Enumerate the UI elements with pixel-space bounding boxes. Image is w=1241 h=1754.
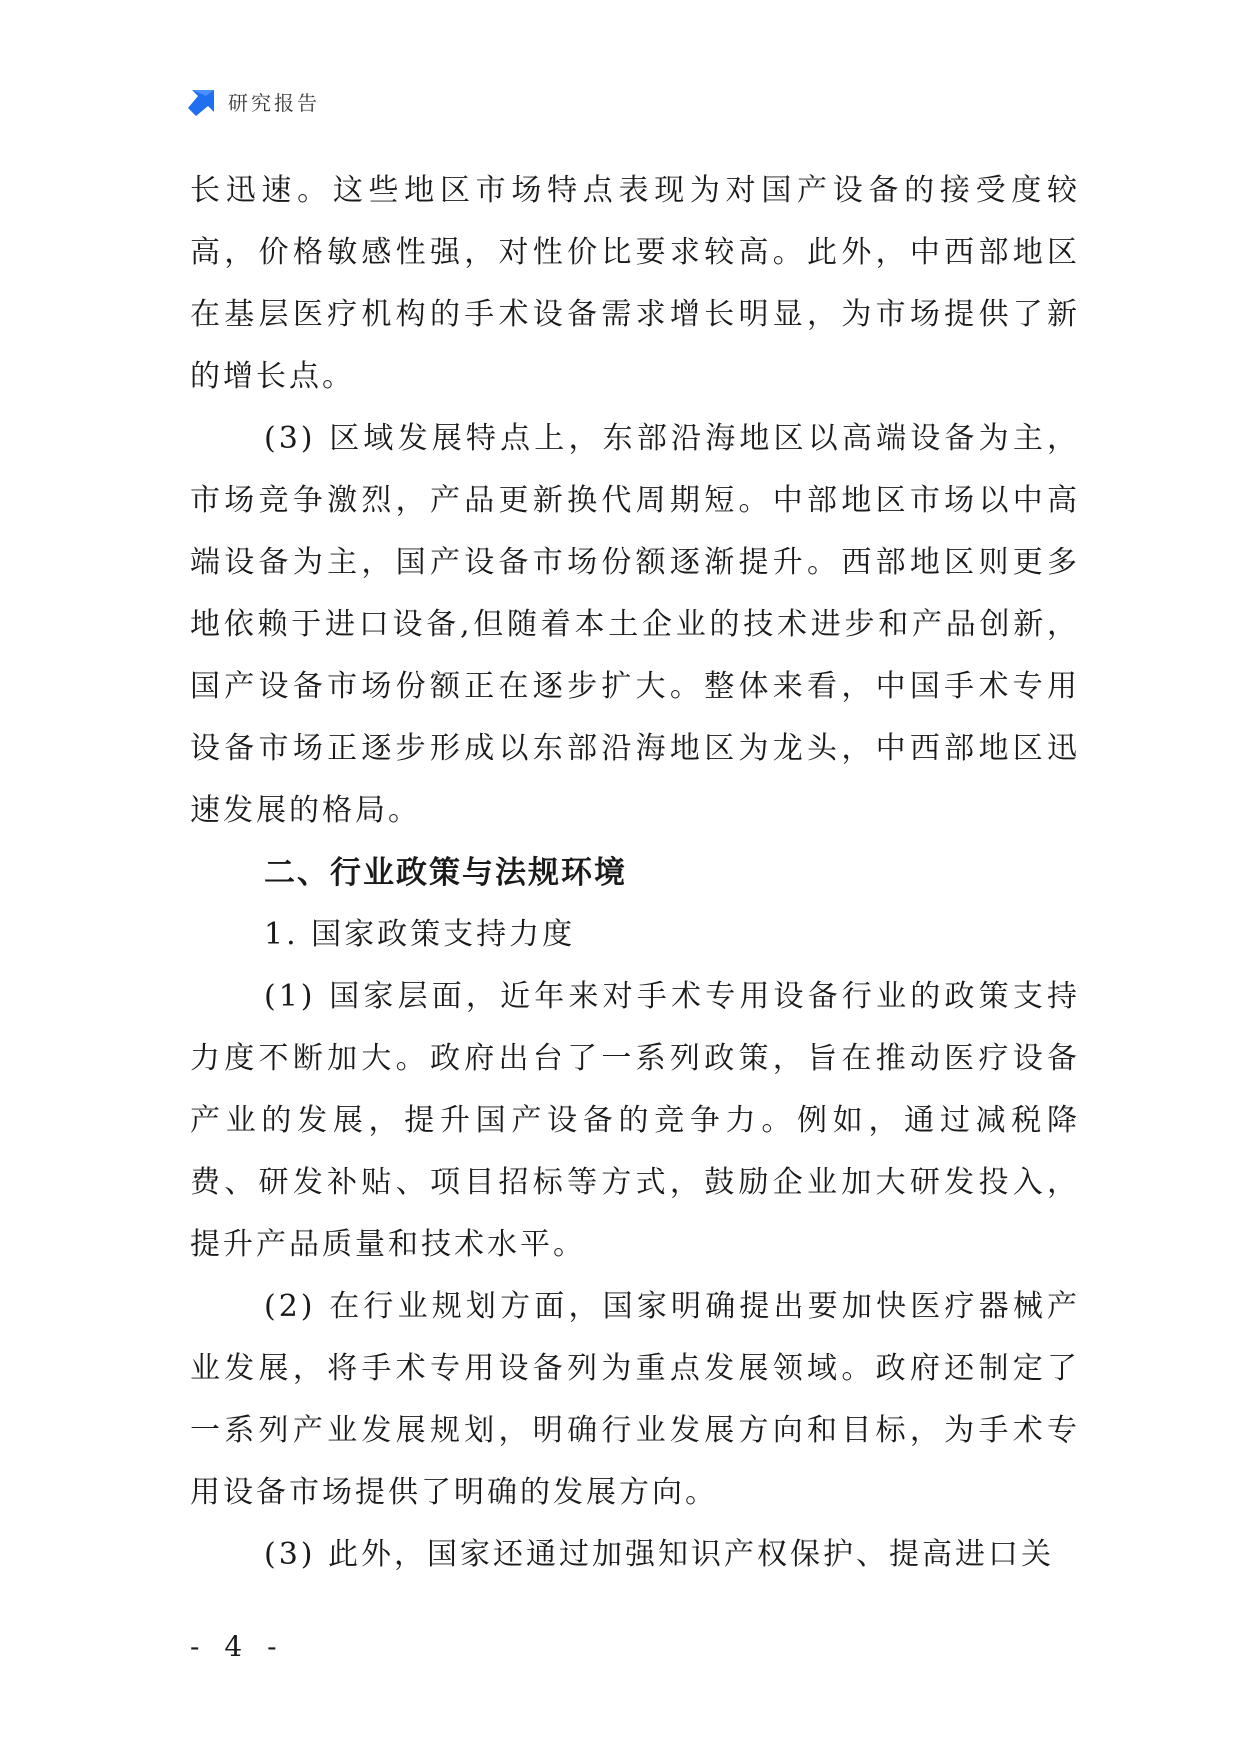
paragraph: (3) 区域发展特点上，东部沿海地区以高端设备为主，市场竞争激烈，产品更新换代周期短。中部地区市场以中高端设备为主，国产设备市场份额逐渐提升。西部地区则更多地依赖于进口设备,但随着本土企业的技术进步和产品创新，国产设备市场份额正在逐步扩大。整体来看，中国手术专用设备市场正逐步形成以东部沿海地区为龙头，中西部地区迅速发展的格局。 bbox=[190, 421, 1080, 828]
arrow-up-right-icon bbox=[188, 86, 218, 116]
paragraph: (3) 此外，国家还通过加强知识产权保护、提高进口关 bbox=[264, 1537, 1055, 1572]
paragraph: (2) 在行业规划方面，国家明确提出要加快医疗器械产业发展，将手术专用设备列为重点发展领域。政府还制定了一系列产业发展规划，明确行业发展方向和目标，为手术专用设备市场提供了明确的发展方向。 bbox=[190, 1289, 1080, 1510]
subsection-heading: 1. 国家政策支持力度 bbox=[264, 917, 576, 952]
paragraph: 长迅速。这些地区市场特点表现为对国产设备的接受度较高，价格敏感性强，对性价比要求较高。此外，中西部地区在基层医疗机构的手术设备需求增长明显，为市场提供了新的增长点。 bbox=[190, 173, 1080, 394]
paragraph: (1) 国家层面，近年来对手术专用设备行业的政策支持力度不断加大。政府出台了一系列政策，旨在推动医疗设备产业的发展，提升国产设备的竞争力。例如，通过减税降费、研发补贴、项目招标等方式，鼓励企业加大研发投入，提升产品质量和技术水平。 bbox=[190, 979, 1080, 1262]
section-heading: 二、行业政策与法规环境 bbox=[264, 855, 627, 891]
page-number: - 4 - bbox=[190, 1630, 285, 1663]
header-title: 研究报告 bbox=[228, 90, 320, 115]
document-body bbox=[190, 160, 1080, 1586]
page-header bbox=[188, 86, 320, 116]
